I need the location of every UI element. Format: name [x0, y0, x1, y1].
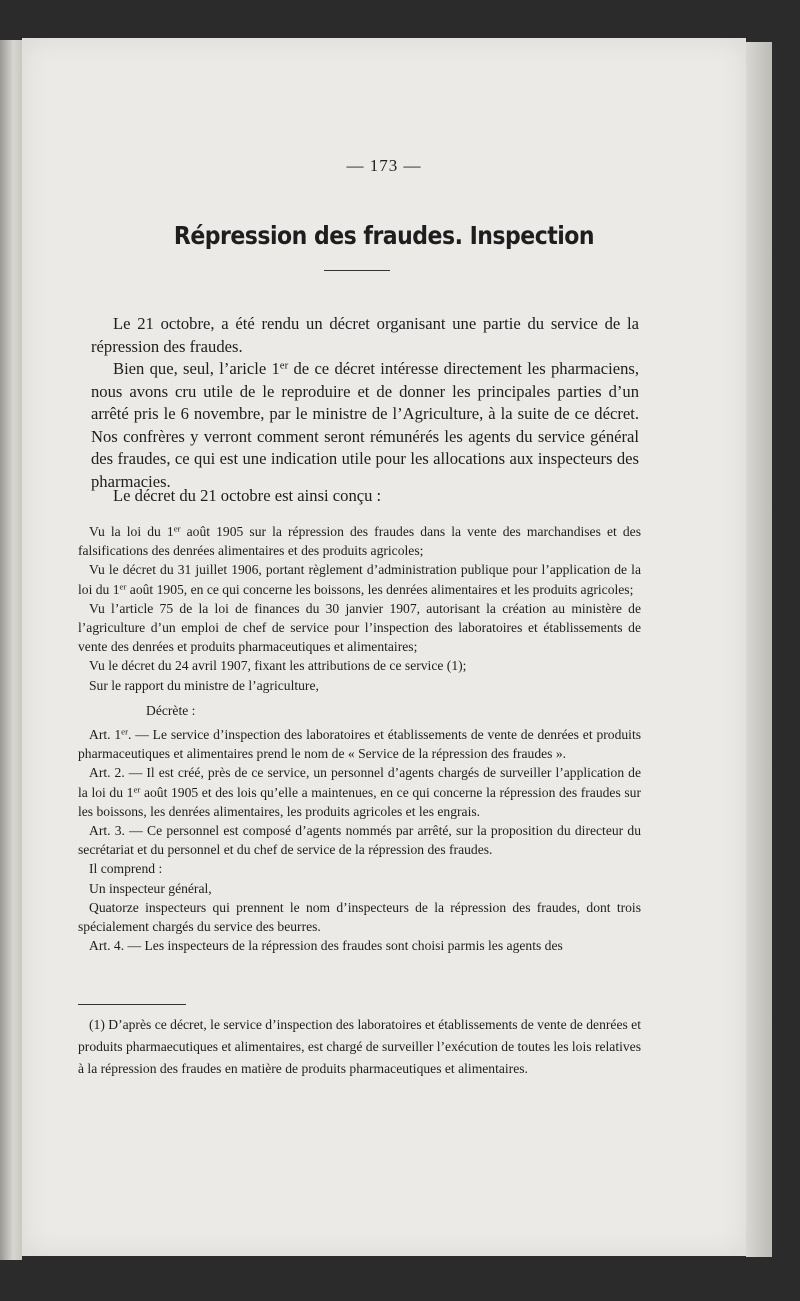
intro-paragraph: Le 21 octobre, a été rendu un décret organisant une partie du service de la répression des fraudes.	[91, 314, 639, 356]
decree-visa: Vu le décret du 31 juillet 1906, portant règlement d’administration publique pour l’application de la loi du 1er août 1905, en ce qui concerne les boissons, les denrées alimentaires et les produits agricoles;	[78, 562, 641, 597]
decree-article: Art. 4. — Les inspecteurs de la répression des fraudes sont choisi parmis les agents des	[89, 938, 563, 954]
footnote-text: (1) D’après ce décret, le service d’inspection des laboratoires et établissements de vente de denrées et produits pharmaecutiques et alimentaires, est chargé de surveiller l’exécution de toutes les lois relatives à la répression des fraudes en matière de produits pharmaceutiques et alimentaires.	[78, 1017, 641, 1076]
facing-page-edge	[0, 40, 22, 1260]
decree-visa: Vu la loi du 1er août 1905 sur la répression des fraudes dans la vente des marchandises et des falsifications des denrées alimentaires et des produits agricoles;	[78, 523, 641, 559]
page-stack-edge	[746, 42, 772, 1257]
decree-visa: Vu l’article 75 de la loi de finances du 30 janvier 1907, autorisant la création au ministère de l’agriculture d’un emploi de chef de service pour l’inspection des laboratoires et établissements de vente des denrées et produits pharmaceutiques et alimentaires;	[78, 600, 641, 655]
decree-article: Art. 3. — Ce personnel est composé d’agents nommés par arrêté, sur la proposition du directeur du secrétariat et du personnel et du chef de service de la répression des fraudes.	[78, 823, 641, 858]
decree-line: Il comprend :	[89, 861, 163, 877]
decree-decrete: Décrète :	[146, 702, 196, 718]
intro-text	[91, 313, 639, 493]
decree-intro: Le décret du 21 octobre est ainsi conçu :	[113, 486, 382, 505]
decree-article: Art. 2. — Il est créé, près de ce service, un personnel d’agents chargés de surveiller l’application de la loi du 1er août 1905 et des lois qu’elle a maintenues, en ce qui concerne la répression des fraudes sur les boissons, les denrées alimentaires, les produits agricoles et les engrais.	[78, 765, 641, 819]
decree-line: Quatorze inspecteurs qui prennent le nom d’inspecteurs de la répression des fraudes, dont trois spécialement chargés du service des beurres.	[78, 899, 641, 935]
page-title: Répression des fraudes. Inspection	[173, 222, 595, 251]
footnote-divider	[78, 1004, 186, 1005]
page-number: — 173 —	[346, 156, 422, 175]
title-divider	[324, 270, 390, 271]
decree-rapport: Sur le rapport du ministre de l’agriculture,	[89, 677, 319, 693]
decree-article: Art. 1er. — Le service d’inspection des laboratoires et établissements de vente de denrées et produits pharmaceutiques et alimentaires prend le nom de « Service de la répression des fraudes ».	[78, 726, 642, 762]
document-page	[22, 38, 746, 1256]
intro-paragraph: Bien que, seul, l’aricle 1er de ce décret intéresse directement les pharmaciens, nous avons cru utile de le reproduire et de donner les principales parties d’un arrêté pris le 6 novembre, par le ministre de l’Agriculture, à la suite de ce décret. Nos confrères y verront comment seront rémunérés les agents du service général des fraudes, ce qui est une indication utile pour les allocations aux inspecteurs des pharmacies.	[91, 359, 639, 491]
decree-visa: Vu le décret du 24 avril 1907, fixant les attributions de ce service (1);	[89, 658, 467, 674]
decree-text	[78, 522, 641, 955]
footnote	[78, 1014, 641, 1080]
decree-line: Un inspecteur général,	[89, 880, 212, 896]
